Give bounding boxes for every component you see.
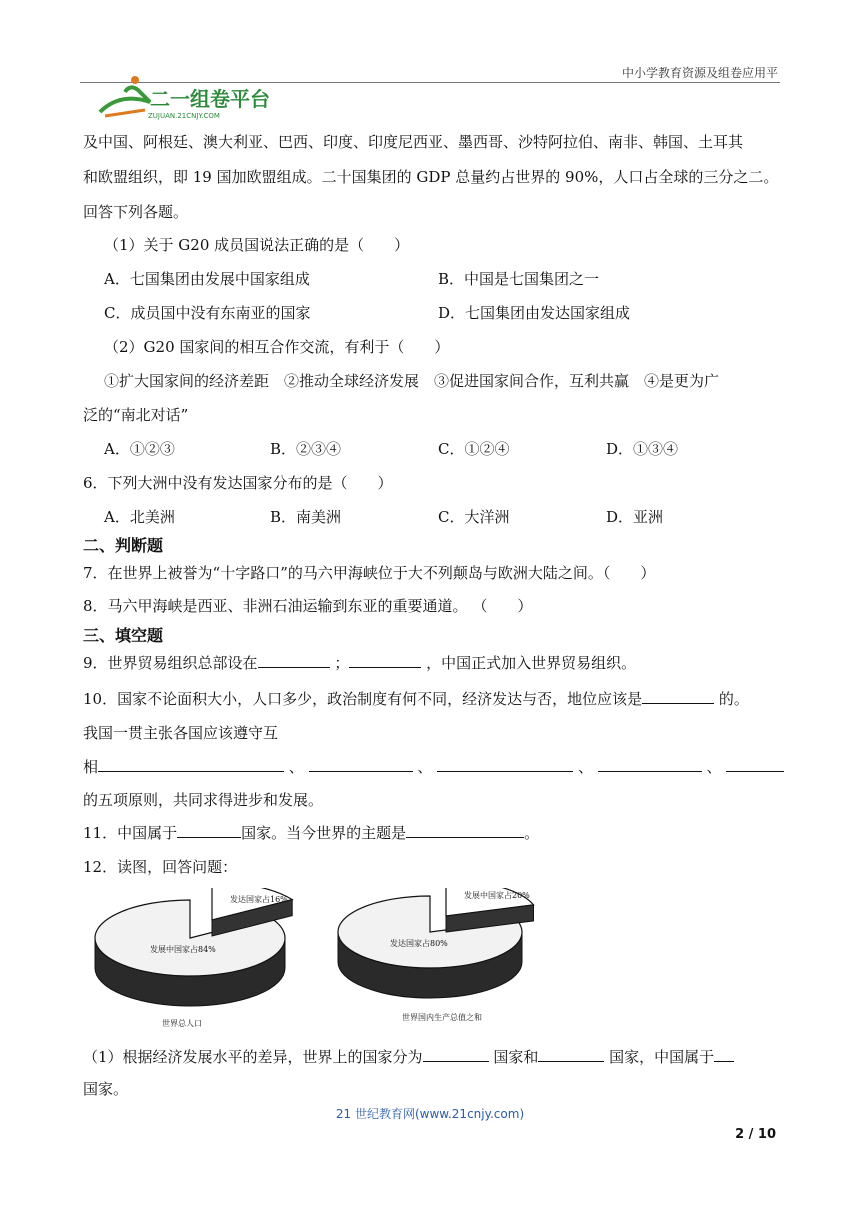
intro-line-3: 回答下列各题。 (83, 203, 189, 221)
q5-1-option-b: B．中国是七国集团之一 (438, 270, 600, 288)
q12-sub1-line-1 (83, 1046, 734, 1067)
q10-line-3 (83, 756, 784, 777)
q6-stem: 6．下列大洲中没有发达国家分布的是（ ） (83, 474, 393, 492)
q9-text-2: ； (334, 654, 350, 672)
section-title-judgement: 二、判断题 (83, 536, 164, 555)
q6-option-b: B．南美洲 (270, 508, 342, 526)
q11-blank-1[interactable] (177, 823, 241, 838)
q11 (83, 822, 539, 843)
q11-text-1: 11．中国属于 (83, 824, 178, 842)
logo-text: 二一组卷平台 (150, 87, 270, 111)
q10-blank-6[interactable] (726, 757, 784, 772)
q5-1-option-a: A．七国集团由发展中国家组成 (104, 270, 310, 288)
q12-sub1-line-2: 国家。 (83, 1080, 129, 1098)
page-number: 2 / 10 (735, 1127, 776, 1142)
q10-blank-4[interactable] (437, 757, 573, 772)
q10-line-1 (83, 688, 749, 709)
q12-blank-3[interactable] (714, 1047, 734, 1062)
runner-logo-icon (90, 72, 280, 122)
q5-2-option-d: D．①③④ (606, 440, 679, 458)
pie-chart-2 (338, 888, 533, 1022)
q7-text: 7．在世界上被誉为“十字路口”的马六甲海峡位于大不列颠岛与欧洲大陆之间。（ ） (83, 564, 656, 582)
section-title-fill: 三、填空题 (83, 626, 164, 645)
header-right-text: 中小学教育资源及组卷应用平 (621, 66, 778, 80)
intro-line-1: 及中国、阿根廷、澳大利亚、巴西、印度、印度尼西亚、墨西哥、沙特阿拉伯、南非、韩国、土耳其 (83, 133, 744, 151)
q9-text-1: 9．世界贸易组织总部设在 (83, 654, 258, 672)
q5-1-stem: （1）关于 G20 成员国说法正确的是（ ） (104, 236, 410, 254)
logo-subtext: ZUJUAN.21CNJY.COM (148, 112, 220, 120)
pie-1-label-large: 发展中国家占84% (150, 945, 216, 954)
q5-2-stem: （2）G20 国家间的相互合作交流，有利于（ ） (104, 338, 450, 356)
q10-blank-5[interactable] (598, 757, 702, 772)
q8-text: 8．马六甲海峡是西亚、非洲石油运输到东亚的重要通道。 （ ） (83, 597, 533, 615)
q12-blank-2[interactable] (538, 1047, 604, 1062)
q5-1-option-d: D．七国集团由发达国家组成 (438, 304, 631, 322)
q5-2-option-a: A．①②③ (104, 440, 175, 458)
q6-option-a: A．北美洲 (104, 508, 175, 526)
q5-2-option-c: C．①②④ (438, 440, 510, 458)
q10-sep-3: 、 (577, 758, 593, 776)
q10-text-2: 的。 (718, 690, 749, 708)
q11-text-3: 。 (524, 824, 540, 842)
q10-blank-1[interactable] (642, 689, 714, 704)
q12-stem: 12．读图，回答问题： (83, 858, 238, 876)
pie-2-label-small: 发展中国家占20% (464, 891, 530, 900)
q9-text-3: ，中国正式加入世界贸易组织。 (426, 654, 637, 672)
logo (90, 72, 280, 122)
q10-text-1: 10．国家不论面积大小，人口多少，政治制度有何不同，经济发达与否，地位应该是 (83, 690, 643, 708)
q10-blank-2[interactable] (98, 757, 284, 772)
q6-option-d: D．亚洲 (606, 508, 664, 526)
q11-blank-2[interactable] (406, 823, 524, 838)
pie-chart-1 (95, 888, 292, 1028)
pie-2-title: 世界国内生产总值之和 (402, 1013, 482, 1022)
q6-option-c: C．大洋洲 (438, 508, 510, 526)
q11-text-2: 国家。当今世界的主题是 (241, 824, 407, 842)
intro-line-2: 和欧盟组织，即 19 国加欧盟组成。二十国集团的 GDP 总量约占世界的 90%，人口占全球的三分之二。 (83, 168, 779, 186)
q9-blank-1[interactable] (258, 653, 330, 668)
pie-charts-figure (90, 888, 550, 1038)
q5-2-statements-line-1: ①扩大国家间的经济差距 ②推动全球经济发展 ③促进国家间合作，互利共赢 ④是更为广 (104, 372, 720, 390)
q9-blank-2[interactable] (349, 653, 421, 668)
q10-sep-2: 、 (417, 758, 433, 776)
q10-blank-3[interactable] (309, 757, 413, 772)
q12-sub1-text-1: （1）根据经济发展水平的差异，世界上的国家分为 (83, 1048, 423, 1066)
q10-line-4: 的五项原则，共同求得进步和发展。 (83, 791, 324, 809)
pie-1-title: 世界总人口 (162, 1019, 202, 1028)
q9 (83, 652, 636, 673)
q10-line-2: 我国一贯主张各国应该遵守互 (83, 724, 279, 742)
q5-1-option-c: C．成员国中没有东南亚的国家 (104, 304, 311, 322)
q10-sep-4: 、 (706, 758, 722, 776)
q12-sub1-text-3: 国家，中国属于 (609, 1048, 715, 1066)
pie-2-label-large: 发达国家占80% (390, 939, 448, 948)
footer-site-link[interactable]: 21 世纪教育网(www.21cnjy.com) (335, 1107, 525, 1121)
pie-1-label-small: 发达国家占16% (230, 895, 288, 904)
q12-blank-1[interactable] (423, 1047, 489, 1062)
q10-sep-1: 、 (288, 758, 304, 776)
q5-2-statements-line-2: 泛的“南北对话” (83, 406, 189, 424)
q12-sub1-text-2: 国家和 (493, 1048, 539, 1066)
q5-2-option-b: B．②③④ (270, 440, 342, 458)
q10-text-xiang: 相 (83, 758, 99, 776)
